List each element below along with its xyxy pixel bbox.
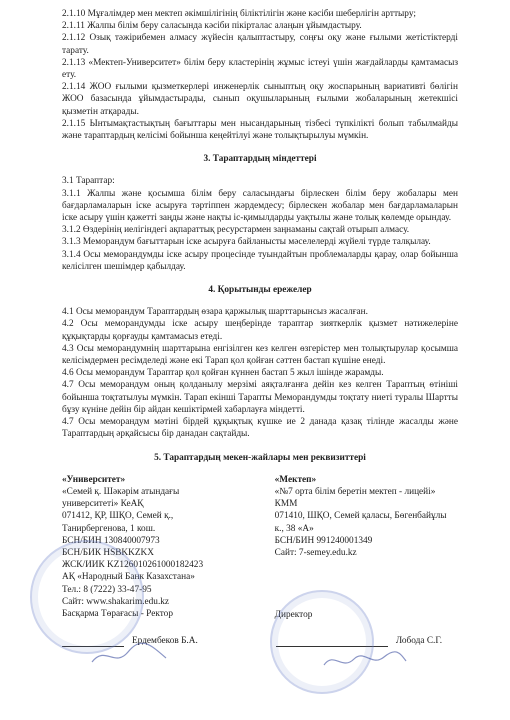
section-3-body — [62, 175, 458, 273]
clause-4-7a: 4.7 Осы меморандум оның қолданылу мерзімі аяқталғанға дейін кез келген Тараптың өтініші бойынша тоқтатылуы мүмкін. Тарап екінші Тарапты Меморандумды тоқтату ниеті туралы Шартты бұзу күніне дейін бір айдан кешіктірмей хабарлауға міндетті. — [62, 380, 458, 415]
university-line: «Семей қ. Шәкәрім атындағы — [62, 486, 180, 497]
clause-3-1-2: 3.1.2 Өздерінің иелігіндегі ақпараттық ресурстармен заңнаманы сақтай отырып алмасу. — [62, 225, 410, 236]
clause-3-1-4: 3.1.4 Осы меморандумды іске асыру процесінде туындайтын проблемаларды қарау, олар бойынша келісілген шешімдер қабылдау. — [62, 249, 458, 272]
section-4-title: 4. Қорытынды ережелер — [208, 285, 312, 296]
school-stamp — [270, 590, 374, 694]
clause-4-1: 4.1 Осы меморандум Тараптардың өзара қаржылық шарттарынсыз жасалған. — [62, 307, 368, 318]
university-signature-scribble — [90, 640, 170, 670]
clause-2-1-12: 2.1.12 Озық тәжірибемен алмасу жүйесін қалыптастыру, соңғы оқу және ғылыми жетістіктерді тарату. — [62, 33, 458, 56]
clause-4-6: 4.6 Осы меморандум Тараптар қол қойған күннен бастап 5 жыл ішінде жарамды. — [62, 368, 384, 379]
intro-clauses — [62, 8, 458, 142]
section-5-title: 5. Тараптардың мекен-жайлары мен реквизиттері — [154, 452, 366, 463]
section-4-body — [62, 306, 458, 440]
school-title: «Мектеп» — [274, 474, 317, 485]
clause-3-1-3: 3.1.3 Меморандум бағыттарын іске асыруға байланысты мәселелерді жүйелі түрде талқылау. — [62, 237, 431, 248]
university-line: Танирбергенова, 1 кош. — [62, 523, 156, 534]
clause-4-7b: 4.7 Осы меморандум мәтіні бірдей құқықтық күшке ие 2 данада қазақ тілінде жасалды және Тараптардың әрқайсысы бір данадан сақтайды. — [62, 417, 458, 440]
school-line: БСН/БИН 991240001349 — [274, 535, 373, 546]
clause-2-1-11: 2.1.11 Жалпы білім беру саласында кәсіби пікірталас алаңын ұйымдастыру. — [62, 21, 362, 32]
university-line: университеті» КеАҚ — [62, 499, 144, 510]
school-line: 071410, ШҚО, Семей қаласы, Бөгенбайұлы — [274, 511, 447, 522]
clause-2-1-15: 2.1.15 Ынтымақтастықтың бағыттары мен нысандарының тізбесі түпкілікті болып табылмайды және тараптардың келісімі бойынша кеңейтілуі және толықтырылуы мүмкін. — [62, 118, 458, 142]
clause-3-1: 3.1 Тараптар: — [62, 176, 115, 187]
section-3-title: 3. Тараптардың міндеттері — [203, 154, 317, 165]
university-stamp — [30, 540, 144, 654]
university-line: БСН/БИК HSBKKZKX — [62, 547, 154, 558]
university-title: «Университет» — [62, 474, 126, 485]
clause-4-2: 4.2 Осы меморандумды іске асыру шеңберінде тараптар зияткерлік қызмет нәтижелеріне құқықтарды қорғауды қамтамасыз етеді. — [62, 319, 458, 342]
clause-4-3: 4.3 Осы меморандумнің шарттарына енгізілген кез келген өзгерістер мен толықтырулар қосымша келісімдермен ресімделеді және екі Тарап қол қойған сәттен бастап күшіне енеді. — [62, 343, 458, 367]
university-line: Тел.: 8 (7222) 33-47-95 — [62, 584, 152, 595]
school-line: КММ — [274, 499, 298, 510]
university-line: ЖСК/ИИК KZ126010261000182423 — [62, 560, 204, 571]
university-line: Сайт: www.shakarim.edu.kz — [62, 596, 170, 607]
clause-3-1-1: 3.1.1 Жалпы және қосымша білім беру саласындағы бірлескен білім беру жобалары мен бағдарламаларын іске асыруға тәртіппен жәрдемдесу; бірлескен жобалар мен бағдарламаларын іске асыру үшін қажетті заңды және нақты іс-қимылдарды уақтылы және толық көлемде орындау. — [62, 188, 458, 224]
university-signatory: Ердембеков Б.А. — [132, 636, 198, 647]
university-line: Басқарма Төрағасы - Ректор — [62, 608, 173, 619]
university-line: АҚ «Народный Банк Казахстана» — [62, 572, 195, 583]
school-director-title: Директор — [274, 610, 313, 621]
university-line: 071412, ҚР, ШҚО, Семей қ., — [62, 511, 174, 522]
school-line: Сайт: 7-semey.edu.kz — [274, 547, 357, 558]
school-signatory: Лобода С.Г. — [395, 636, 443, 647]
school-signature-scribble — [320, 645, 410, 675]
clause-2-1-13: 2.1.13 «Мектеп-Университет» білім беру кластерінің жұмыс істеуі үшін жағдайларды қамтамасыз ету. — [62, 57, 458, 81]
school-line: к., 38 «А» — [274, 523, 314, 534]
university-line: БСН/БИН 130840007973 — [62, 535, 160, 546]
school-line: «№7 орта білім беретін мектеп - лицейі» — [274, 486, 436, 497]
clause-2-1-10: 2.1.10 Мұғалімдер мен мектеп әкімшілігінің біліктілігін және кәсіби шеберлігін арттыру; — [62, 9, 416, 19]
clause-2-1-14: 2.1.14 ЖОО ғылыми қызметкерлері инженерлік сыныптың оқу жоспарының вариативті бөлігін ЖОО базасында ұйымдастырады, сынып оқушыларының ғылыми жобаларының жетекшісі қызметін атқарады. — [62, 82, 458, 117]
